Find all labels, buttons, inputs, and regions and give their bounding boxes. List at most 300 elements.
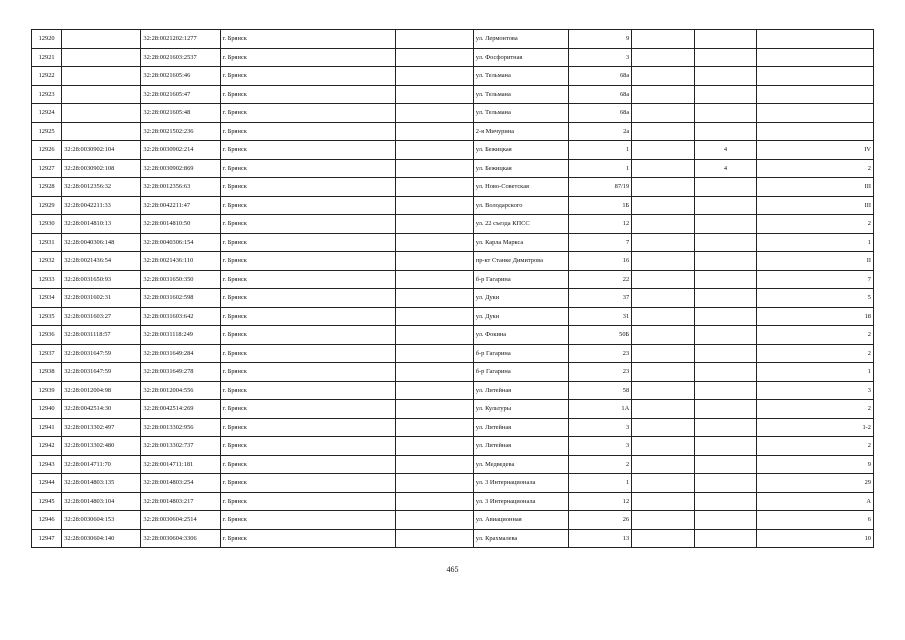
cell-cadastral-number: 32:28:0014803:254 xyxy=(141,474,220,493)
cell-city: г. Брянск xyxy=(220,196,395,215)
cell-city: г. Брянск xyxy=(220,289,395,308)
cell-building xyxy=(632,196,695,215)
table-row xyxy=(32,178,874,197)
cell-city: г. Брянск xyxy=(220,381,395,400)
cell-building xyxy=(632,307,695,326)
table-row xyxy=(32,104,874,123)
table-row xyxy=(32,141,874,160)
registry-table xyxy=(31,29,874,548)
cell-structure: 4 xyxy=(694,159,757,178)
cell-house-number: 16 xyxy=(568,252,632,271)
cell-row-number: 12933 xyxy=(32,270,62,289)
cell-building xyxy=(632,104,695,123)
cell-land-cadastral-number: 32:28:0014803:104 xyxy=(62,492,141,511)
cell-row-number: 12929 xyxy=(32,196,62,215)
cell-row-number: 12947 xyxy=(32,529,62,548)
cell-house-number: 22 xyxy=(568,270,632,289)
cell-city: г. Брянск xyxy=(220,159,395,178)
table-row xyxy=(32,30,874,49)
cell-city: г. Брянск xyxy=(220,122,395,141)
cell-cadastral-number: 32:28:0030604:3306 xyxy=(141,529,220,548)
cell-house-number: 50Б xyxy=(568,326,632,345)
cell-house-number: 23 xyxy=(568,344,632,363)
cell-building xyxy=(632,30,695,49)
cell-building xyxy=(632,400,695,419)
cell-cadastral-number: 32:28:0042211:47 xyxy=(141,196,220,215)
cell-building xyxy=(632,437,695,456)
cell-house-number: 37 xyxy=(568,289,632,308)
cell-structure xyxy=(694,215,757,234)
cell-building xyxy=(632,326,695,345)
cell-house-number: 1Б xyxy=(568,196,632,215)
cell-building xyxy=(632,122,695,141)
cell-premises xyxy=(757,48,874,67)
cell-house-number: 1А xyxy=(568,400,632,419)
cell-premises: 1 xyxy=(757,233,874,252)
cell-cadastral-number: 32:28:0012356:63 xyxy=(141,178,220,197)
cell-building xyxy=(632,270,695,289)
cell-structure xyxy=(694,289,757,308)
cell-land-cadastral-number: 32:28:0031650:93 xyxy=(62,270,141,289)
cell-city: г. Брянск xyxy=(220,215,395,234)
cell-empty xyxy=(395,344,473,363)
cell-building xyxy=(632,455,695,474)
cell-city: г. Брянск xyxy=(220,178,395,197)
cell-building xyxy=(632,252,695,271)
cell-building xyxy=(632,344,695,363)
cell-row-number: 12926 xyxy=(32,141,62,160)
cell-premises: 2 xyxy=(757,215,874,234)
cell-structure xyxy=(694,67,757,86)
cell-premises: 9 xyxy=(757,455,874,474)
cell-premises: 6 xyxy=(757,511,874,530)
cell-house-number: 2а xyxy=(568,122,632,141)
cell-row-number: 12928 xyxy=(32,178,62,197)
cell-city: г. Брянск xyxy=(220,252,395,271)
cell-structure xyxy=(694,474,757,493)
table-row xyxy=(32,437,874,456)
cell-house-number: 26 xyxy=(568,511,632,530)
cell-street: ул. Володарского xyxy=(473,196,568,215)
cell-structure xyxy=(694,196,757,215)
cell-street: ул. Фокина xyxy=(473,326,568,345)
cell-street: ул. Литейная xyxy=(473,381,568,400)
cell-building xyxy=(632,215,695,234)
cell-empty xyxy=(395,307,473,326)
cell-city: г. Брянск xyxy=(220,270,395,289)
cell-city: г. Брянск xyxy=(220,529,395,548)
table-row xyxy=(32,381,874,400)
cell-structure xyxy=(694,326,757,345)
cell-land-cadastral-number xyxy=(62,48,141,67)
cell-row-number: 12924 xyxy=(32,104,62,123)
cell-city: г. Брянск xyxy=(220,326,395,345)
cell-city: г. Брянск xyxy=(220,455,395,474)
cell-cadastral-number: 32:28:0014810:50 xyxy=(141,215,220,234)
cell-empty xyxy=(395,215,473,234)
cell-premises: 29 xyxy=(757,474,874,493)
cell-street: ул. Бежицкая xyxy=(473,159,568,178)
cell-cadastral-number: 32:28:0031603:642 xyxy=(141,307,220,326)
cell-house-number: 1 xyxy=(568,141,632,160)
cell-row-number: 12937 xyxy=(32,344,62,363)
cell-city: г. Брянск xyxy=(220,492,395,511)
cell-row-number: 12931 xyxy=(32,233,62,252)
cell-structure xyxy=(694,400,757,419)
table-row xyxy=(32,455,874,474)
cell-empty xyxy=(395,104,473,123)
cell-empty xyxy=(395,326,473,345)
cell-land-cadastral-number: 32:28:0012004:98 xyxy=(62,381,141,400)
cell-street: ул. Лермонтова xyxy=(473,30,568,49)
cell-land-cadastral-number: 32:28:0030902:108 xyxy=(62,159,141,178)
cell-empty xyxy=(395,381,473,400)
cell-city: г. Брянск xyxy=(220,400,395,419)
cell-building xyxy=(632,289,695,308)
cell-cadastral-number: 32:28:0042514:269 xyxy=(141,400,220,419)
cell-street: ул. 22 съезда КПСС xyxy=(473,215,568,234)
table-row xyxy=(32,289,874,308)
cell-land-cadastral-number: 32:28:0013302:480 xyxy=(62,437,141,456)
cell-premises xyxy=(757,67,874,86)
cell-row-number: 12945 xyxy=(32,492,62,511)
table-row xyxy=(32,122,874,141)
cell-row-number: 12920 xyxy=(32,30,62,49)
cell-row-number: 12927 xyxy=(32,159,62,178)
cell-empty xyxy=(395,400,473,419)
cell-street: ул. Бежицкая xyxy=(473,141,568,160)
cell-street: ул. Дуки xyxy=(473,289,568,308)
cell-land-cadastral-number: 32:28:0042514:30 xyxy=(62,400,141,419)
cell-row-number: 12925 xyxy=(32,122,62,141)
cell-city: г. Брянск xyxy=(220,48,395,67)
cell-cadastral-number: 32:28:0021605:47 xyxy=(141,85,220,104)
cell-building xyxy=(632,474,695,493)
cell-row-number: 12944 xyxy=(32,474,62,493)
cell-house-number: 3 xyxy=(568,418,632,437)
cell-structure xyxy=(694,307,757,326)
cell-house-number: 2 xyxy=(568,455,632,474)
cell-premises: III xyxy=(757,178,874,197)
cell-street: ул. Тельмана xyxy=(473,85,568,104)
table-row xyxy=(32,326,874,345)
cell-street: ул. Авиационная xyxy=(473,511,568,530)
cell-empty xyxy=(395,252,473,271)
cell-cadastral-number: 32:28:0013302:737 xyxy=(141,437,220,456)
cell-empty xyxy=(395,141,473,160)
table-row xyxy=(32,252,874,271)
cell-empty xyxy=(395,178,473,197)
table-row xyxy=(32,363,874,382)
cell-house-number: 3 xyxy=(568,437,632,456)
cell-house-number: 58 xyxy=(568,381,632,400)
cell-premises: 1 xyxy=(757,363,874,382)
cell-premises: 2 xyxy=(757,326,874,345)
cell-building xyxy=(632,418,695,437)
cell-structure xyxy=(694,122,757,141)
cell-land-cadastral-number: 32:28:0030902:104 xyxy=(62,141,141,160)
cell-premises: 2 xyxy=(757,437,874,456)
cell-premises: 2 xyxy=(757,400,874,419)
cell-premises: III xyxy=(757,196,874,215)
cell-premises: 10 xyxy=(757,529,874,548)
cell-cadastral-number: 32:28:0031602:598 xyxy=(141,289,220,308)
cell-row-number: 12941 xyxy=(32,418,62,437)
cell-cadastral-number: 32:28:0021436:110 xyxy=(141,252,220,271)
cell-row-number: 12930 xyxy=(32,215,62,234)
cell-street: ул. Ново-Советская xyxy=(473,178,568,197)
table-row xyxy=(32,529,874,548)
cell-city: г. Брянск xyxy=(220,363,395,382)
cell-cadastral-number: 32:28:0021502:236 xyxy=(141,122,220,141)
cell-structure xyxy=(694,30,757,49)
cell-cadastral-number: 32:28:0030902:869 xyxy=(141,159,220,178)
table-row xyxy=(32,215,874,234)
cell-land-cadastral-number: 32:28:0031647:59 xyxy=(62,363,141,382)
cell-empty xyxy=(395,474,473,493)
cell-premises: 3 xyxy=(757,381,874,400)
cell-house-number: 12 xyxy=(568,492,632,511)
cell-cadastral-number: 32:28:0021603:2537 xyxy=(141,48,220,67)
cell-structure xyxy=(694,104,757,123)
cell-cadastral-number: 32:28:0013302:956 xyxy=(141,418,220,437)
cell-land-cadastral-number xyxy=(62,85,141,104)
cell-cadastral-number: 32:28:0012004:556 xyxy=(141,381,220,400)
cell-street: ул. 3 Интернационала xyxy=(473,474,568,493)
cell-house-number: 12 xyxy=(568,215,632,234)
cell-house-number: 1 xyxy=(568,159,632,178)
cell-premises xyxy=(757,30,874,49)
table-row xyxy=(32,48,874,67)
cell-cadastral-number: 32:28:0014711:181 xyxy=(141,455,220,474)
cell-premises: 1-2 xyxy=(757,418,874,437)
table-row xyxy=(32,492,874,511)
cell-empty xyxy=(395,48,473,67)
cell-premises: IV xyxy=(757,141,874,160)
cell-structure xyxy=(694,233,757,252)
cell-premises: 5 xyxy=(757,289,874,308)
table-row xyxy=(32,307,874,326)
cell-structure xyxy=(694,270,757,289)
cell-house-number: 3 xyxy=(568,48,632,67)
cell-building xyxy=(632,233,695,252)
cell-land-cadastral-number: 32:28:0031603:27 xyxy=(62,307,141,326)
cell-empty xyxy=(395,363,473,382)
cell-street: ул. Дуки xyxy=(473,307,568,326)
cell-row-number: 12922 xyxy=(32,67,62,86)
table-body xyxy=(32,30,874,548)
cell-city: г. Брянск xyxy=(220,344,395,363)
cell-house-number: 68а xyxy=(568,67,632,86)
table-row xyxy=(32,85,874,104)
cell-structure xyxy=(694,511,757,530)
cell-street: ул. Литейная xyxy=(473,437,568,456)
cell-premises: II xyxy=(757,252,874,271)
cell-empty xyxy=(395,30,473,49)
cell-empty xyxy=(395,85,473,104)
cell-land-cadastral-number xyxy=(62,122,141,141)
cell-empty xyxy=(395,289,473,308)
cell-house-number: 87/19 xyxy=(568,178,632,197)
cell-empty xyxy=(395,233,473,252)
cell-structure: 4 xyxy=(694,141,757,160)
cell-city: г. Брянск xyxy=(220,307,395,326)
cell-building xyxy=(632,363,695,382)
cell-structure xyxy=(694,85,757,104)
cell-land-cadastral-number: 32:28:0021436:54 xyxy=(62,252,141,271)
cell-land-cadastral-number: 32:28:0030604:140 xyxy=(62,529,141,548)
cell-row-number: 12936 xyxy=(32,326,62,345)
cell-row-number: 12932 xyxy=(32,252,62,271)
table-row xyxy=(32,400,874,419)
cell-structure xyxy=(694,363,757,382)
cell-land-cadastral-number: 32:28:0042211:33 xyxy=(62,196,141,215)
cell-row-number: 12938 xyxy=(32,363,62,382)
cell-cadastral-number: 32:28:0021202:1277 xyxy=(141,30,220,49)
table-row xyxy=(32,511,874,530)
cell-row-number: 12921 xyxy=(32,48,62,67)
cell-empty xyxy=(395,159,473,178)
cell-row-number: 12943 xyxy=(32,455,62,474)
cell-structure xyxy=(694,381,757,400)
cell-structure xyxy=(694,252,757,271)
page-number: 465 xyxy=(446,565,459,574)
cell-street: ул. Тельмана xyxy=(473,67,568,86)
cell-city: г. Брянск xyxy=(220,418,395,437)
cell-premises: А xyxy=(757,492,874,511)
cell-street: ул. Культуры xyxy=(473,400,568,419)
cell-cadastral-number: 32:28:0030902:214 xyxy=(141,141,220,160)
table-row xyxy=(32,233,874,252)
cell-row-number: 12940 xyxy=(32,400,62,419)
cell-house-number: 9 xyxy=(568,30,632,49)
cell-building xyxy=(632,85,695,104)
cell-building xyxy=(632,67,695,86)
cell-cadastral-number: 32:28:0040306:154 xyxy=(141,233,220,252)
cell-empty xyxy=(395,437,473,456)
cell-land-cadastral-number: 32:28:0031647:59 xyxy=(62,344,141,363)
cell-premises xyxy=(757,122,874,141)
cell-empty xyxy=(395,122,473,141)
cell-street: ул. Крахмалева xyxy=(473,529,568,548)
cell-city: г. Брянск xyxy=(220,141,395,160)
table-row xyxy=(32,196,874,215)
cell-land-cadastral-number: 32:28:0014803:135 xyxy=(62,474,141,493)
cell-street: б-р Гагарина xyxy=(473,270,568,289)
cell-row-number: 12934 xyxy=(32,289,62,308)
cell-street: б-р Гагарина xyxy=(473,363,568,382)
cell-premises: 2 xyxy=(757,159,874,178)
registry-table-container xyxy=(31,29,874,548)
cell-land-cadastral-number: 32:28:0012356:32 xyxy=(62,178,141,197)
cell-street: ул. 3 Интернационала xyxy=(473,492,568,511)
cell-premises xyxy=(757,85,874,104)
cell-house-number: 23 xyxy=(568,363,632,382)
cell-row-number: 12923 xyxy=(32,85,62,104)
cell-land-cadastral-number xyxy=(62,30,141,49)
cell-empty xyxy=(395,455,473,474)
cell-house-number: 31 xyxy=(568,307,632,326)
cell-city: г. Брянск xyxy=(220,30,395,49)
cell-empty xyxy=(395,270,473,289)
cell-house-number: 13 xyxy=(568,529,632,548)
cell-structure xyxy=(694,344,757,363)
cell-cadastral-number: 32:28:0021605:48 xyxy=(141,104,220,123)
cell-building xyxy=(632,141,695,160)
cell-cadastral-number: 32:28:0030604:2514 xyxy=(141,511,220,530)
cell-city: г. Брянск xyxy=(220,511,395,530)
table-row xyxy=(32,67,874,86)
cell-land-cadastral-number: 32:28:0031118:57 xyxy=(62,326,141,345)
cell-street: пр-кт Станке Димитрова xyxy=(473,252,568,271)
cell-street: ул. Медведева xyxy=(473,455,568,474)
cell-street: ул. Литейная xyxy=(473,418,568,437)
cell-city: г. Брянск xyxy=(220,474,395,493)
cell-building xyxy=(632,48,695,67)
cell-premises xyxy=(757,104,874,123)
cell-row-number: 12946 xyxy=(32,511,62,530)
cell-premises: 7 xyxy=(757,270,874,289)
cell-city: г. Брянск xyxy=(220,104,395,123)
cell-premises: 18 xyxy=(757,307,874,326)
cell-land-cadastral-number: 32:28:0014810:13 xyxy=(62,215,141,234)
table-row xyxy=(32,418,874,437)
cell-city: г. Брянск xyxy=(220,85,395,104)
cell-city: г. Брянск xyxy=(220,67,395,86)
cell-cadastral-number: 32:28:0031650:350 xyxy=(141,270,220,289)
cell-street: ул. Фосфоритная xyxy=(473,48,568,67)
cell-street: б-р Гагарина xyxy=(473,344,568,363)
cell-row-number: 12939 xyxy=(32,381,62,400)
cell-row-number: 12942 xyxy=(32,437,62,456)
cell-street: ул. Карла Маркса xyxy=(473,233,568,252)
cell-structure xyxy=(694,437,757,456)
cell-house-number: 68а xyxy=(568,85,632,104)
cell-structure xyxy=(694,178,757,197)
cell-land-cadastral-number: 32:28:0014711:70 xyxy=(62,455,141,474)
table-row xyxy=(32,474,874,493)
cell-structure xyxy=(694,418,757,437)
table-row xyxy=(32,159,874,178)
cell-row-number: 12935 xyxy=(32,307,62,326)
cell-building xyxy=(632,178,695,197)
cell-land-cadastral-number: 32:28:0031602:31 xyxy=(62,289,141,308)
cell-cadastral-number: 32:28:0014803:217 xyxy=(141,492,220,511)
cell-cadastral-number: 32:28:0031118:249 xyxy=(141,326,220,345)
cell-cadastral-number: 32:28:0031649:278 xyxy=(141,363,220,382)
table-row xyxy=(32,270,874,289)
cell-city: г. Брянск xyxy=(220,233,395,252)
cell-building xyxy=(632,159,695,178)
table-row xyxy=(32,344,874,363)
cell-empty xyxy=(395,511,473,530)
cell-building xyxy=(632,529,695,548)
cell-land-cadastral-number xyxy=(62,104,141,123)
cell-empty xyxy=(395,418,473,437)
cell-empty xyxy=(395,67,473,86)
cell-cadastral-number: 32:28:0031649:284 xyxy=(141,344,220,363)
cell-house-number: 68а xyxy=(568,104,632,123)
cell-land-cadastral-number: 32:28:0040306:148 xyxy=(62,233,141,252)
cell-land-cadastral-number: 32:28:0030604:153 xyxy=(62,511,141,530)
cell-house-number: 1 xyxy=(568,474,632,493)
cell-city: г. Брянск xyxy=(220,437,395,456)
cell-empty xyxy=(395,529,473,548)
cell-empty xyxy=(395,492,473,511)
cell-building xyxy=(632,511,695,530)
cell-land-cadastral-number: 32:28:0013302:497 xyxy=(62,418,141,437)
cell-empty xyxy=(395,196,473,215)
